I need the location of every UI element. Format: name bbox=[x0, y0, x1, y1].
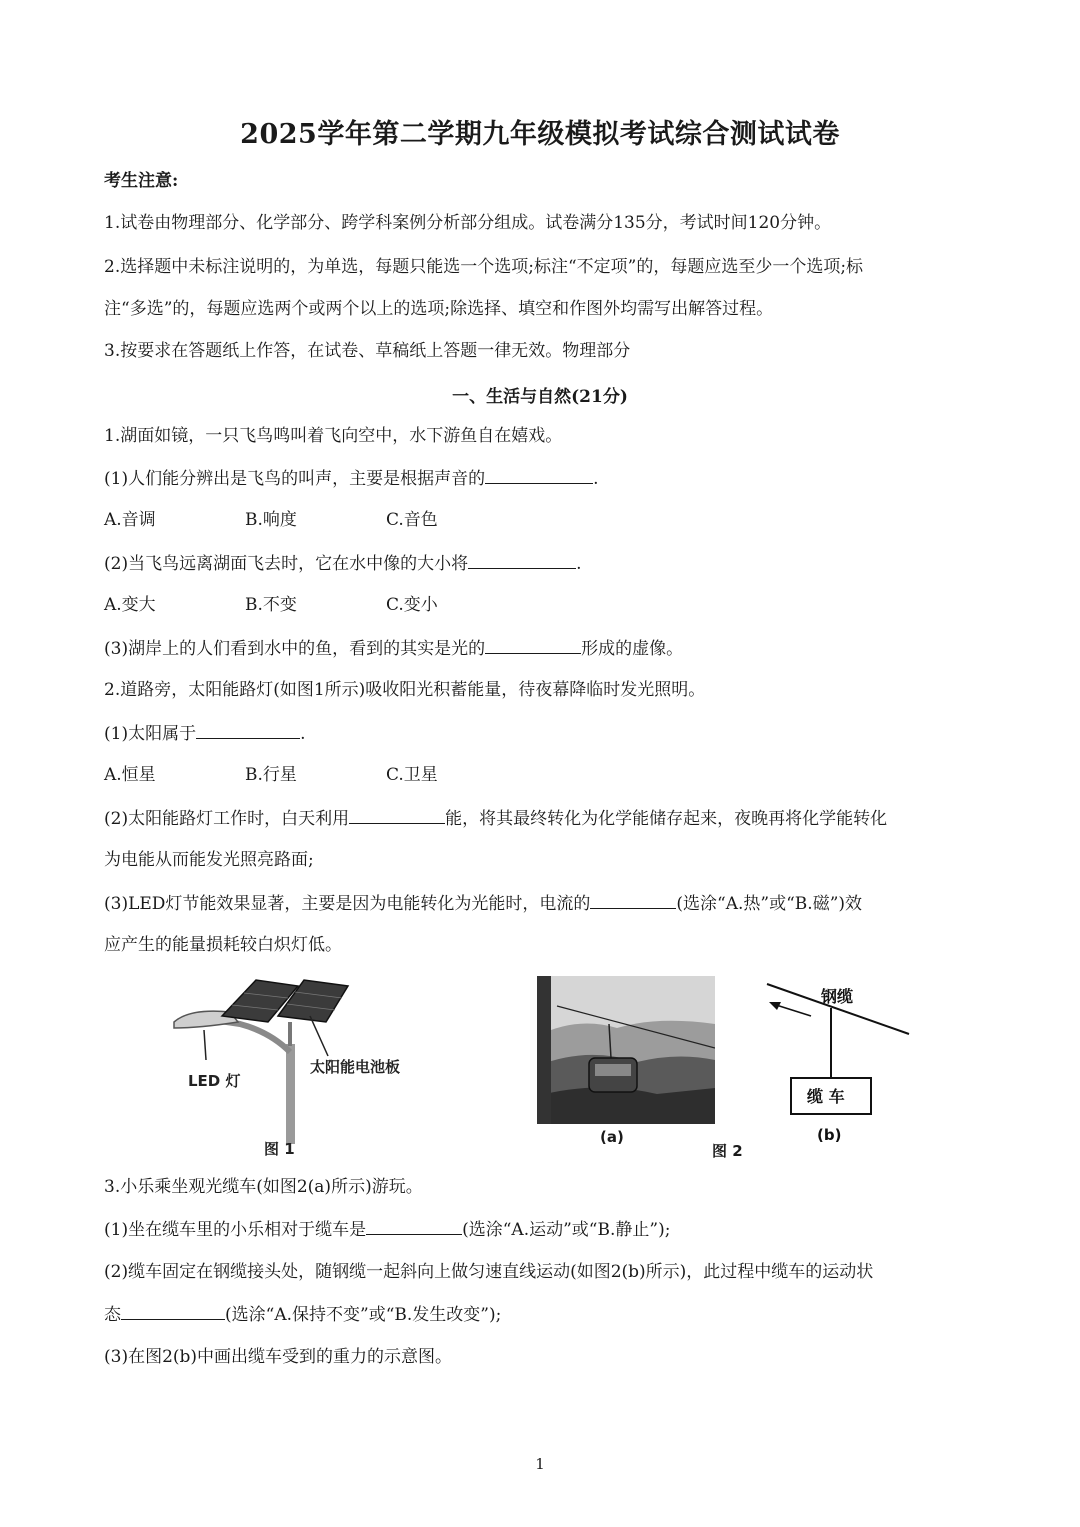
option-a[interactable]: A.变大 bbox=[104, 595, 156, 615]
q3-part2: (2)缆车固定在钢缆接头处，随钢缆一起斜向上做匀速直线运动(如图2(b)所示)，此过程中缆车的运动状 bbox=[104, 1262, 874, 1282]
answer-blank[interactable] bbox=[485, 467, 593, 484]
q3-part1-end: (选涂“A.运动”或“B.静止”); bbox=[462, 1220, 671, 1240]
notice-item-2-cont: 注“多选”的，每题应选两个或两个以上的选项;除选择、填空和作图外均需写出解答过程。 bbox=[104, 299, 774, 319]
section-title: 一、生活与自然(21分) bbox=[452, 387, 628, 407]
answer-blank[interactable] bbox=[121, 1303, 225, 1320]
q1-part1-end: . bbox=[593, 469, 599, 489]
option-c[interactable]: C.变小 bbox=[386, 595, 438, 615]
option-b[interactable]: B.行星 bbox=[245, 765, 297, 785]
panel-label: 太阳能电池板 bbox=[310, 1058, 401, 1076]
option-a[interactable]: A.音调 bbox=[104, 510, 156, 530]
q3-part1 bbox=[104, 1218, 670, 1241]
answer-blank[interactable] bbox=[590, 892, 676, 909]
notice-item-1: 1.试卷由物理部分、化学部分、跨学科案例分析部分组成。试卷满分135分，考试时间120分钟。 bbox=[104, 213, 832, 233]
cable-label: 钢缆 bbox=[821, 987, 854, 1006]
cable-car-label: 缆 车 bbox=[807, 1087, 845, 1106]
exam-title: 2025学年第二学期九年级模拟考试综合测试试卷 bbox=[240, 119, 840, 150]
notice-heading: 考生注意: bbox=[104, 171, 179, 191]
q3-part2-end: (选涂“A.保持不变”或“B.发生改变”); bbox=[225, 1305, 502, 1325]
answer-blank[interactable] bbox=[366, 1218, 462, 1235]
answer-blank[interactable] bbox=[196, 722, 300, 739]
q1-part3-text: (3)湖岸上的人们看到水中的鱼，看到的其实是光的 bbox=[104, 639, 486, 659]
q2-part3-text: (3)LED灯节能效果显著，主要是因为电能转化为光能时，电流的 bbox=[104, 894, 591, 914]
page-number: 1 bbox=[535, 1455, 545, 1473]
q1-stem: 1.湖面如镜，一只飞鸟鸣叫着飞向空中，水下游鱼自在嬉戏。 bbox=[104, 426, 563, 446]
q3-stem: 3.小乐乘坐观光缆车(如图2(a)所示)游玩。 bbox=[104, 1177, 423, 1197]
q2-part2-cont: 为电能从而能发光照亮路面; bbox=[104, 850, 314, 870]
q1-part1 bbox=[104, 467, 599, 490]
answer-blank[interactable] bbox=[468, 552, 576, 569]
notice-item-2: 2.选择题中未标注说明的，为单选，每题只能选一个选项;标注“不定项”的，每题应选至少一个选项;标 bbox=[104, 257, 864, 277]
q1-part2-text: (2)当飞鸟远离湖面飞去时，它在水中像的大小将 bbox=[104, 554, 469, 574]
q3-part3: (3)在图2(b)中画出缆车受到的重力的示意图。 bbox=[104, 1347, 453, 1367]
q2-part3-end: (选涂“A.热”或“B.磁”)效 bbox=[676, 894, 863, 914]
q1-part1-options bbox=[104, 509, 438, 531]
q2-part1-end: . bbox=[300, 724, 306, 744]
figure-2a-photo bbox=[537, 976, 715, 1124]
q3-part2-cont bbox=[104, 1303, 501, 1326]
figure-2b-diagram bbox=[765, 980, 915, 1150]
q1-part1-text: (1)人们能分辨出是飞鸟的叫声，主要是根据声音的 bbox=[104, 469, 486, 489]
q2-part2 bbox=[104, 807, 887, 830]
q2-stem: 2.道路旁，太阳能路灯(如图1所示)吸收阳光积蓄能量，待夜幕降临时发光照明。 bbox=[104, 680, 706, 700]
option-c[interactable]: C.音色 bbox=[386, 510, 438, 530]
figure-2a-caption: (a) bbox=[600, 1128, 624, 1146]
led-leader-line bbox=[204, 1030, 206, 1060]
q2-part1-text: (1)太阳属于 bbox=[104, 724, 197, 744]
figure-1-caption: 图 1 bbox=[264, 1140, 295, 1158]
q2-part3 bbox=[104, 892, 862, 915]
q2-part1 bbox=[104, 722, 306, 745]
figure-2b-caption: (b) bbox=[817, 1126, 842, 1144]
q1-part3 bbox=[104, 637, 683, 660]
q2-part1-options bbox=[104, 764, 438, 786]
answer-blank[interactable] bbox=[349, 807, 445, 824]
figure-2-caption: 图 2 bbox=[712, 1142, 743, 1160]
q1-part2-options bbox=[104, 594, 438, 616]
notice-item-3: 3.按要求在答题纸上作答，在试卷、草稿纸上答题一律无效。物理部分 bbox=[104, 341, 631, 361]
cable-car-photo bbox=[537, 976, 715, 1124]
q1-part2-end: . bbox=[576, 554, 582, 574]
option-a[interactable]: A.恒星 bbox=[104, 765, 156, 785]
option-b[interactable]: B.响度 bbox=[245, 510, 297, 530]
q1-part2 bbox=[104, 552, 582, 575]
q2-part2-text: (2)太阳能路灯工作时，白天利用 bbox=[104, 809, 350, 829]
q2-part2-end: 能，将其最终转化为化学能储存起来，夜晚再将化学能转化 bbox=[445, 809, 888, 829]
q3-part1-text: (1)坐在缆车里的小乐相对于缆车是 bbox=[104, 1220, 367, 1240]
q3-part2-cont-text: 态 bbox=[104, 1305, 121, 1325]
lamp-pole bbox=[286, 1044, 295, 1144]
led-label: LED 灯 bbox=[188, 1072, 241, 1090]
answer-blank[interactable] bbox=[485, 637, 581, 654]
option-c[interactable]: C.卫星 bbox=[386, 765, 438, 785]
option-b[interactable]: B.不变 bbox=[245, 595, 297, 615]
q1-part3-end: 形成的虚像。 bbox=[581, 639, 684, 659]
figure-1-solar-lamp bbox=[160, 972, 460, 1162]
q2-part3-cont: 应产生的能量损耗较白炽灯低。 bbox=[104, 935, 342, 955]
